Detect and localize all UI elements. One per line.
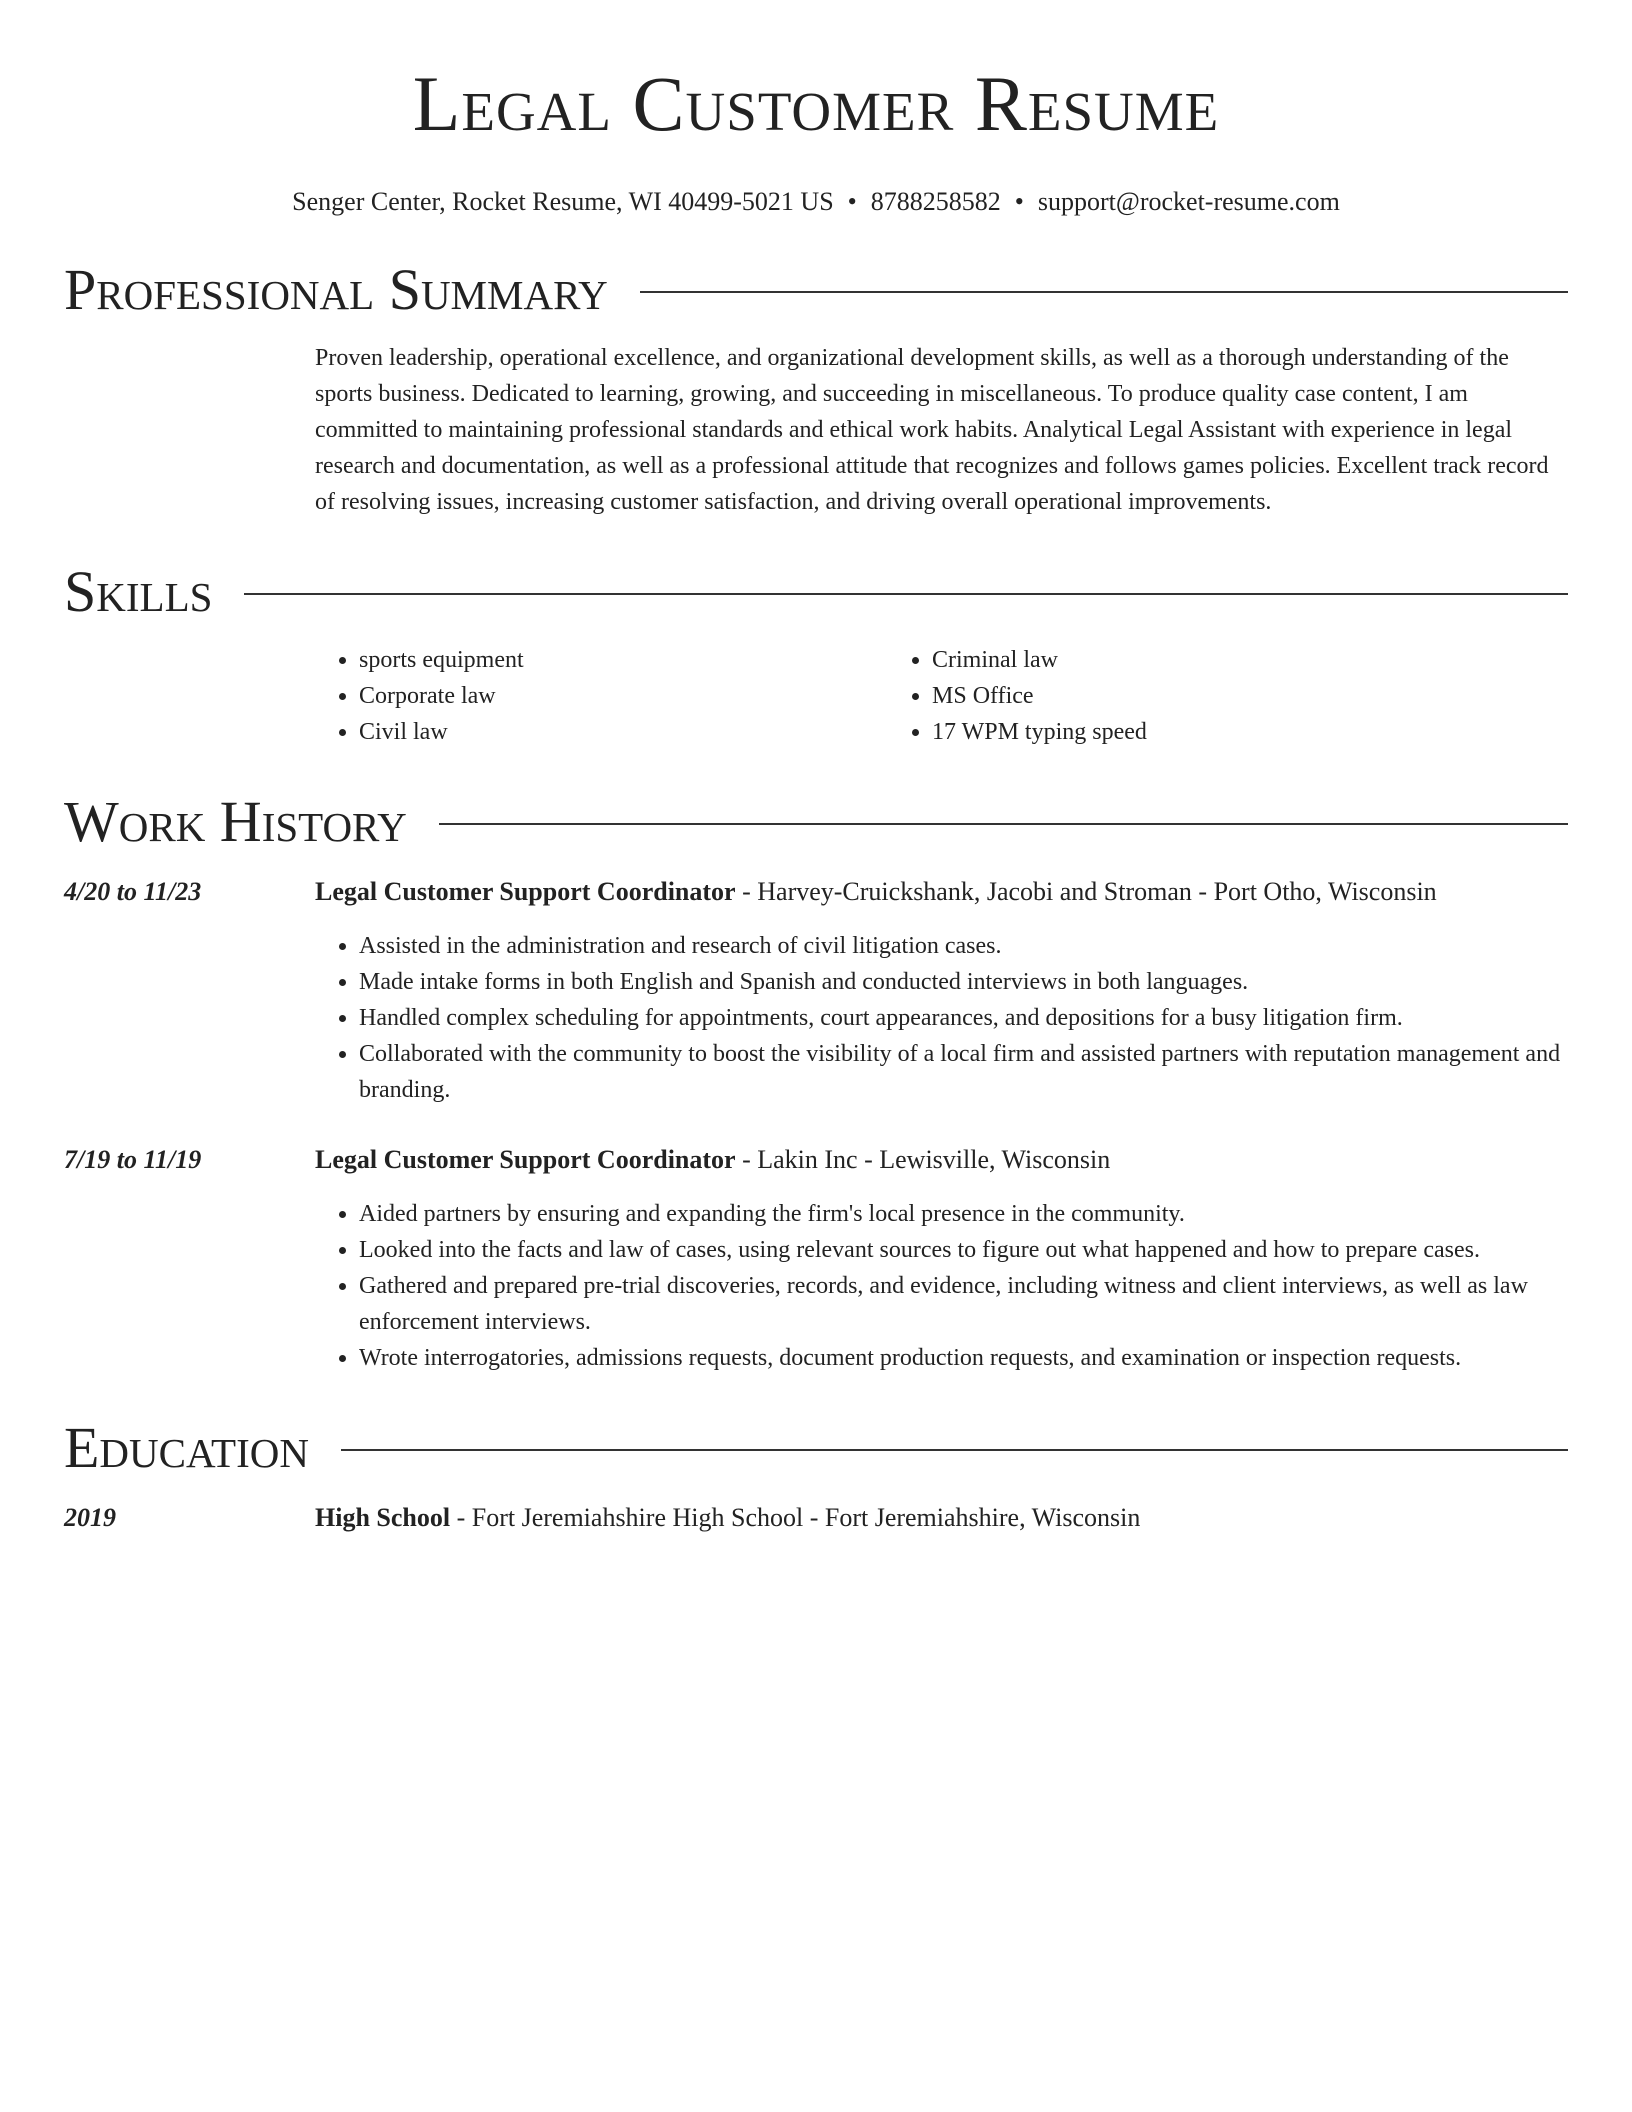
work-heading: Work History [64, 789, 407, 854]
skill-item: • Corporate law [359, 678, 888, 714]
skill-item: • 17 WPM typing speed [932, 714, 1461, 750]
contact-address: Senger Center, Rocket Resume, WI 40499-5021 US [292, 187, 834, 216]
summary-text: Proven leadership, operational excellence, and organizational development skills, as well as a thorough understanding of the sports business. Dedicated to learning, growing, and succeeding in miscellaneous. To produce quality case content, I am committed to maintaining professional standards and ethical work habits. Analytical Legal Assistant with experience in legal research and documentation, as well as a professional attitude that recognizes and follows games policies. Excellent track record of resolving issues, increasing customer satisfaction, and driving overall operational improvements. [315, 345, 1549, 515]
contact-separator: • [1014, 187, 1024, 216]
job-role: Legal Customer Support Coordinator [315, 877, 736, 906]
skill-item: • Civil law [359, 714, 888, 750]
work-section-header [64, 790, 1568, 854]
job-entry [64, 1142, 1568, 1376]
education-details: - Fort Jeremiahshire High School - Fort Jeremiahshire, Wisconsin [450, 1503, 1141, 1532]
summary-section-header [64, 258, 1568, 322]
job-bullets [315, 928, 1568, 1108]
job-title-line [315, 874, 1568, 910]
job-bullet: • Looked into the facts and law of cases, using relevant sources to figure out what happened and how to prepare cases. [359, 1232, 1568, 1268]
left-gutter [64, 642, 315, 750]
section-divider [439, 823, 1568, 825]
education-degree: High School [315, 1503, 451, 1532]
skills-section [64, 642, 1568, 750]
section-divider [244, 593, 1568, 595]
skill-item: • sports equipment [359, 642, 888, 678]
contact-line [64, 186, 1568, 218]
job-details: - Harvey-Cruickshank, Jacobi and Stroman - Port Otho, Wisconsin [735, 877, 1437, 906]
skill-item: • MS Office [932, 678, 1461, 714]
skills-list-left [315, 642, 888, 750]
education-entry [64, 1500, 1568, 1536]
job-bullet: • Aided partners by ensuring and expanding the firm's local presence in the community. [359, 1196, 1568, 1232]
education-heading: Education [64, 1415, 309, 1480]
contact-phone: 8788258582 [870, 187, 1001, 216]
skills-section-header [64, 560, 1568, 624]
job-role: Legal Customer Support Coordinator [315, 1145, 736, 1174]
job-bullet: • Collaborated with the community to boost the visibility of a local firm and assisted partners with reputation management and branding. [359, 1036, 1568, 1108]
skills-heading: Skills [64, 559, 213, 624]
job-dates: 7/19 to 11/19 [64, 1145, 202, 1174]
job-dates: 4/20 to 11/23 [64, 877, 202, 906]
contact-separator: • [847, 187, 857, 216]
left-gutter [64, 340, 315, 520]
job-details: - Lakin Inc - Lewisville, Wisconsin [735, 1145, 1111, 1174]
education-title-line [315, 1500, 1568, 1536]
skills-list-right [888, 642, 1461, 750]
summary-section [64, 340, 1568, 520]
job-bullet: • Handled complex scheduling for appointments, court appearances, and depositions for a busy litigation firm. [359, 1000, 1568, 1036]
section-divider [640, 291, 1568, 293]
job-bullet: • Made intake forms in both English and Spanish and conducted interviews in both languages. [359, 964, 1568, 1000]
job-entry [64, 874, 1568, 1108]
education-section-header [64, 1416, 1568, 1480]
education-year: 2019 [64, 1503, 116, 1532]
summary-heading: Professional Summary [64, 257, 608, 322]
job-bullet: • Assisted in the administration and research of civil litigation cases. [359, 928, 1568, 964]
skill-item: • Criminal law [932, 642, 1461, 678]
contact-email: support@rocket-resume.com [1037, 187, 1340, 216]
job-bullets [315, 1196, 1568, 1376]
job-bullet: • Gathered and prepared pre-trial discoveries, records, and evidence, including witness and client interviews, as well as law enforcement interviews. [359, 1268, 1568, 1340]
resume-title: Legal Customer Resume [412, 60, 1220, 147]
job-title-line [315, 1142, 1568, 1178]
job-bullet: • Wrote interrogatories, admissions requests, document production requests, and examination or inspection requests. [359, 1340, 1568, 1376]
section-divider [341, 1449, 1568, 1451]
